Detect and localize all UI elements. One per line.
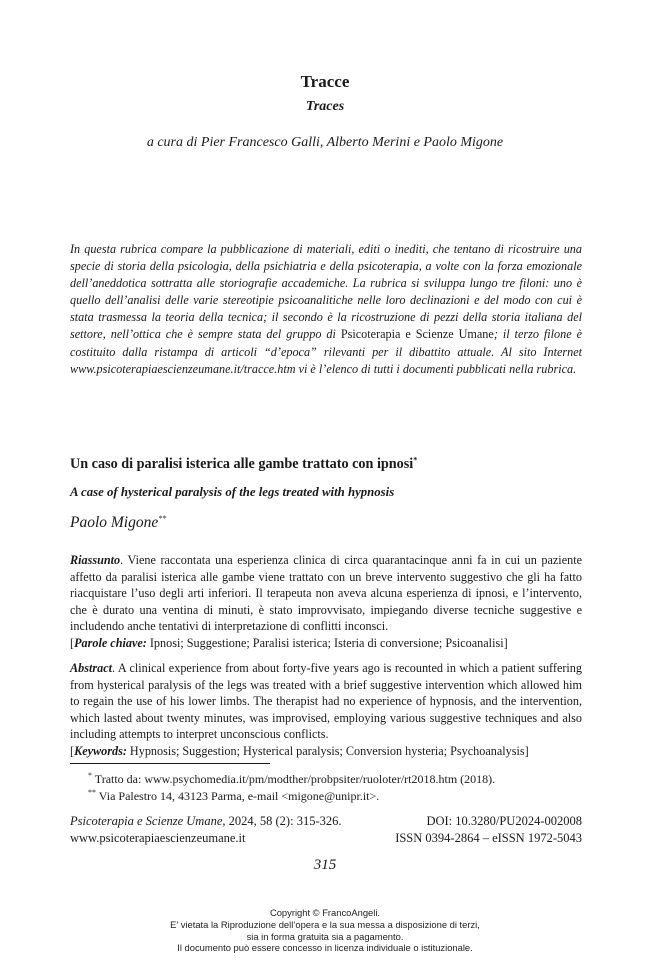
footnote-2-mark: ** (88, 788, 96, 797)
article-title-footnote-mark: * (413, 455, 418, 465)
footnote-divider (70, 763, 270, 764)
section-title-english: Traces (305, 99, 345, 114)
footnote-1-text: Tratto da: www.psychomedia.it/pm/modther/probpsiter/ruoloter/rt2018.htm (2018). (92, 772, 496, 786)
citation-doi: DOI: 10.3280/PU2024-002008 (426, 814, 582, 828)
intro-journal-name: Psicoterapia e Scienze Umane (340, 327, 494, 342)
copyright-line-4: Il documento può essere concesso in licenza individuale o istituzionale. (177, 942, 473, 954)
citation-source (70, 814, 341, 829)
article-title (70, 456, 582, 473)
section-title: Tracce (300, 72, 350, 91)
author-footnote-mark: ** (158, 513, 167, 523)
riassunto-text: . Viene raccontata una esperienza clinica di circa quarantacinque anni fa in cui un paziente affetto da paralisi isterica alle gambe viene trattato con un breve intervento suggestivo che gli ha fatto riacquistare l’uso degli arti inferiori. Il terapeuta non aveva alcuna esperienza di ipnosi, e l’intervento, che è durato una ventina di minuti, è stato improvvisato, impiegando diverse tecniche suggestive e includendo anche tentativi di interpretazione di conflitti inconsci. (70, 553, 582, 633)
riassunto-keywords-label: Parole chiave: (74, 635, 147, 650)
abstract-label: Abstract (70, 661, 112, 675)
intro-text-a: In questa rubrica compare la pubblicazione di materiali, editi o inediti, che tentano di ricostruire una specie di storia della psicologia, della psichiatria e della psicoterapia, a volte con la forza emozionale dell’aneddotica sottratta alle storiografie accademiche. La rubrica si sviluppa lungo tre filoni: uno è quello dell’analisi delle varie stereotipie psicoanalitiche nelle loro declinazioni e del modo con cui è stata trasmessa la teoria della tecnica; il secondo è la ricostruzione di pezzi della storia italiana del settore, nell’ottica che è sempre stata del gruppo di (70, 242, 582, 342)
copyright-notice (0, 907, 650, 954)
citation-journal: Psicoterapia e Scienze Umane (70, 814, 223, 828)
footnotes (88, 771, 588, 805)
abstract-paragraph (70, 660, 582, 759)
article-author (70, 514, 582, 532)
footnote-2 (88, 788, 588, 805)
section-introduction (70, 241, 582, 378)
copyright-line-3: sia in forma gratuita sia a pagamento. (246, 930, 404, 942)
footnote-1-mark: * (88, 771, 92, 780)
citation-issn: ISSN 0394-2864 – eISSN 1972-5043 (395, 831, 582, 845)
riassunto-label: Riassunto (70, 553, 121, 567)
riassunto-keywords: Ipnosi; Suggestione; Paralisi isterica; Isteria di conversione; Psicoanalisi] (146, 635, 508, 650)
page-number: 315 (313, 857, 337, 873)
copyright-line-2: E’ vietata la Riproduzione dell’opera e la sua messa a disposizione di terzi, (170, 918, 480, 930)
article-title-text: Un caso di paralisi isterica alle gambe trattato con ipnosi (70, 456, 414, 472)
riassunto-paragraph (70, 552, 582, 651)
citation-line-1 (70, 814, 582, 829)
riassunto-keywords-open: [ (70, 635, 75, 650)
article-title-english: A case of hysterical paralysis of the legs treated with hypnosis (70, 485, 395, 499)
abstract-keywords-open: [ (70, 743, 75, 758)
intro-text-b: ; il terzo filone è costituito dalla ristampa di articoli “d’epoca” rilevanti per il dibattito attuale. Al sito Internet www.psicoterapiaescienzeumane.it/tracce.htm vi è l’elenco di tutti i documenti pubblicati nella rubrica. (70, 327, 583, 376)
abstract-keywords: Hypnosis; Suggestion; Hysterical paralysis; Conversion hysteria; Psychoanalysis] (126, 743, 529, 758)
footnote-2-text: Via Palestro 14, 43123 Parma, e-mail <migone@unipr.it>. (96, 789, 380, 803)
abstract-keywords-label: Keywords: (74, 743, 127, 758)
section-editors: a cura di Pier Francesco Galli, Alberto Merini e Paolo Migone (146, 135, 504, 150)
author-name: Paolo Migone (70, 514, 159, 531)
copyright-line-1: Copyright © FrancoAngeli. (269, 907, 381, 918)
citation-details: , 2024, 58 (2): 315-326. (222, 814, 342, 828)
abstract-text: . A clinical experience from about forty-five years ago is recounted in which a patient suffering from hysterical paralysis of the legs was treated with a brief suggestive intervention which allowed him to regain the use of his lower limbs. The therapist had no experience of hypnosis, and the intervention, which lasted about twenty minutes, was improvised, employing various suggestive techniques and also including attempts to interpret unconscious conflicts. (70, 661, 582, 741)
footnote-1 (88, 771, 588, 788)
citation-website: www.psicoterapiaescienzeumane.it (70, 831, 246, 845)
citation-line-2 (70, 831, 582, 846)
